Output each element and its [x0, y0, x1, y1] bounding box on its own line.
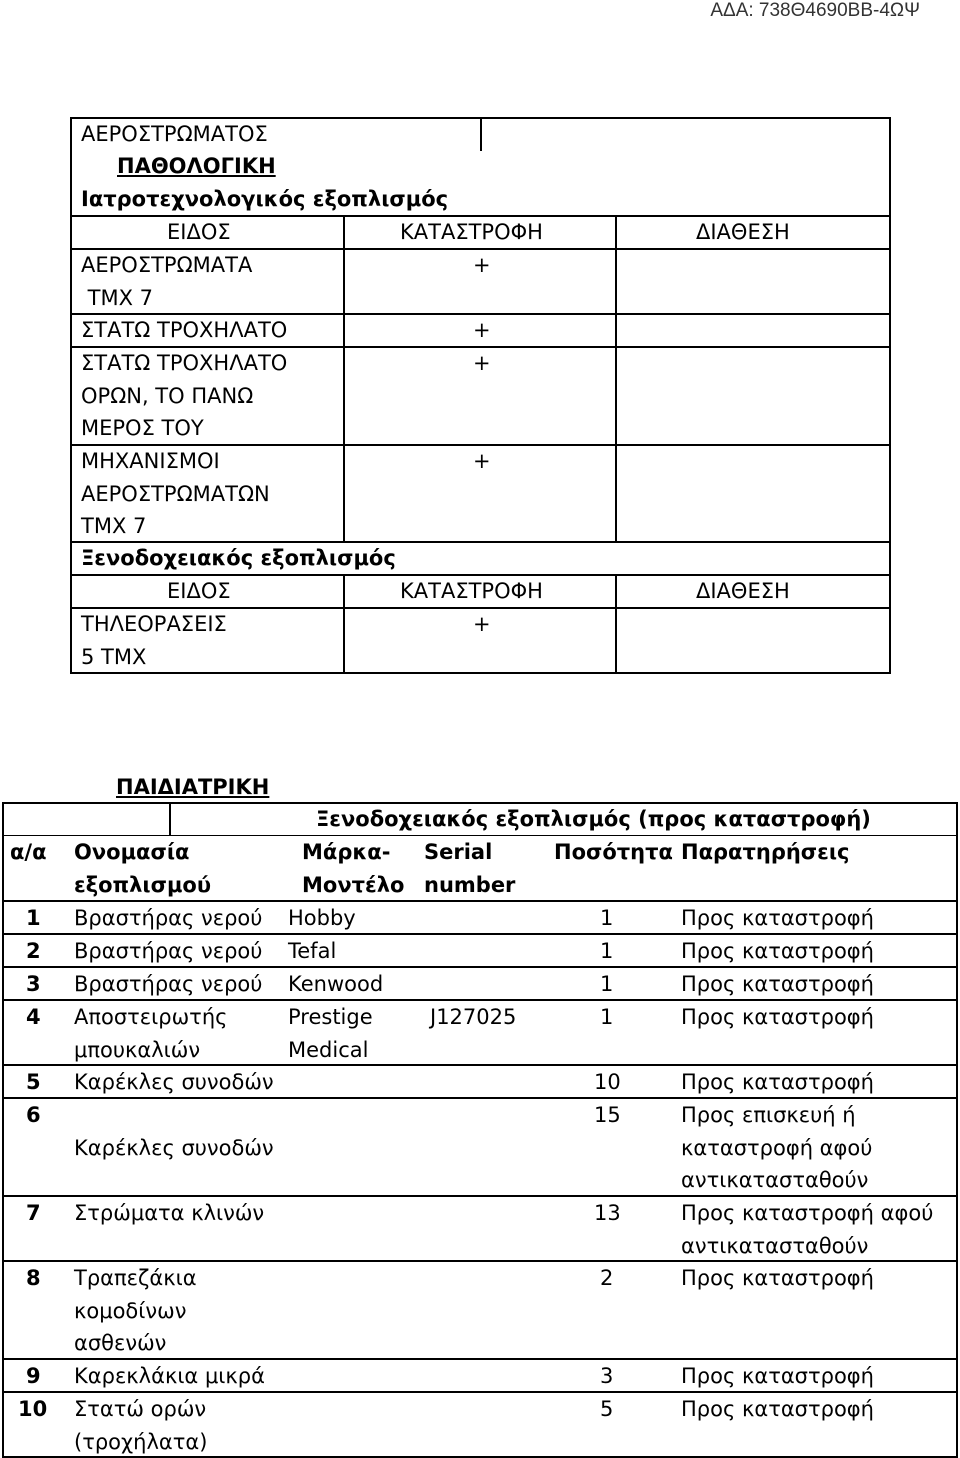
row-name: Βραστήρας νερού — [74, 972, 263, 996]
row-number: 7 — [26, 1201, 41, 1225]
col-header-destroy: ΚΑΤΑΣΤΡΟΦΗ — [400, 220, 543, 244]
header-name: Ονομασία εξοπλισμού — [74, 840, 212, 897]
header-brand: Μάρκα- Μοντέλο — [302, 840, 405, 897]
row-name: Αποστειρωτής μπουκαλιών — [74, 1005, 228, 1062]
row-number: 5 — [26, 1070, 41, 1094]
medical-section-title: Ιατροτεχνολογικός εξοπλισμός — [81, 187, 449, 211]
row-brand: Kenwood — [288, 972, 384, 996]
row-name: Στατώ ορών (τροχήλατα) — [74, 1397, 208, 1454]
header-aa: α/α — [10, 840, 47, 864]
row-qty: 10 — [594, 1070, 621, 1094]
document-code: ΑΔΑ: 738Θ4690ΒΒ-4ΩΨ — [710, 0, 920, 21]
row-brand: Prestige Medical — [288, 1005, 373, 1062]
col-header-dispose: ΔΙΑΘΕΣΗ — [696, 220, 790, 244]
department-title-pediatrics: ΠΑΙΔΙΑΤΡΙΚΗ — [116, 775, 270, 799]
row-notes: Προς καταστροφή — [681, 972, 874, 996]
pediatrics-table-title: Ξενοδοχειακός εξοπλισμός (προς καταστροφή) — [316, 807, 871, 831]
medical-row-destroy-mark: + — [473, 253, 491, 277]
row-qty: 1 — [600, 939, 614, 963]
row-number: 2 — [26, 939, 41, 963]
col-header-dispose: ΔΙΑΘΕΣΗ — [696, 579, 790, 603]
department-title: ΠΑΘΟΛΟΓΙΚΗ — [117, 154, 276, 178]
row-notes: Προς καταστροφή — [681, 1070, 874, 1094]
row-notes: Προς καταστροφή — [681, 906, 874, 930]
row-notes: Προς καταστροφή — [681, 1005, 874, 1029]
medical-row-destroy-mark: + — [473, 318, 491, 342]
row-number: 1 — [26, 906, 41, 930]
medical-row-name: ΣΤΑΤΩ ΤΡΟΧΗΛΑΤΟ — [81, 318, 288, 342]
row-number: 8 — [26, 1266, 41, 1290]
hotel-section-title: Ξενοδοχειακός εξοπλισμός — [81, 546, 396, 570]
row-notes: Προς επισκευή ή καταστροφή αφού αντικατασταθούν — [681, 1103, 873, 1192]
row-notes: Προς καταστροφή αφού αντικατασταθούν — [681, 1201, 934, 1258]
row-qty: 13 — [594, 1201, 621, 1225]
row-name: Τραπεζάκια κομοδίνων ασθενών — [74, 1266, 197, 1355]
row-qty: 3 — [600, 1364, 614, 1388]
row-name: Βραστήρας νερού — [74, 939, 263, 963]
col-header-item: ΕΙΔΟΣ — [167, 579, 231, 603]
medical-row-destroy-mark: + — [473, 449, 491, 473]
col-header-item: ΕΙΔΟΣ — [167, 220, 231, 244]
col-header-destroy: ΚΑΤΑΣΤΡΟΦΗ — [400, 579, 543, 603]
row-name: Καρέκλες συνοδών — [74, 1070, 274, 1094]
hotel-row-destroy-mark: + — [473, 612, 491, 636]
row-number: 4 — [26, 1005, 41, 1029]
medical-row-name: ΜΗΧΑΝΙΣΜΟΙ ΑΕΡΟΣΤΡΩΜΑΤΩΝ ΤΜΧ 7 — [81, 449, 270, 538]
row-notes: Προς καταστροφή — [681, 939, 874, 963]
medical-row-name: ΣΤΑΤΩ ΤΡΟΧΗΛΑΤΟ ΟΡΩΝ, ΤΟ ΠΑΝΩ ΜΕΡΟΣ ΤΟΥ — [81, 351, 288, 440]
row-number: 10 — [18, 1397, 48, 1421]
header-qty: Ποσότητα — [554, 840, 673, 864]
row-qty: 1 — [600, 972, 614, 996]
row-number: 9 — [26, 1364, 41, 1388]
row-brand: Tefal — [288, 939, 337, 963]
medical-row-name: ΑΕΡΟΣΤΡΩΜΑΤΑ ΤΜΧ 7 — [81, 253, 253, 310]
row-qty: 1 — [600, 1005, 614, 1029]
row-number: 6 — [26, 1103, 41, 1127]
row-brand: Hobby — [288, 906, 356, 930]
row-name: Βραστήρας νερού — [74, 906, 263, 930]
row-qty: 5 — [600, 1397, 614, 1421]
row-serial: J127025 — [430, 1005, 517, 1029]
row-notes: Προς καταστροφή — [681, 1364, 874, 1388]
header-serial: Serial number — [424, 840, 516, 897]
medical-row-destroy-mark: + — [473, 351, 491, 375]
row-name: Καρέκλες συνοδών — [74, 1135, 274, 1160]
row-qty: 2 — [600, 1266, 614, 1290]
row-number: 3 — [26, 972, 41, 996]
row-notes: Προς καταστροφή — [681, 1397, 874, 1421]
row-qty: 1 — [600, 906, 614, 930]
header-notes: Παρατηρήσεις — [681, 840, 850, 864]
row-name: Καρεκλάκια μικρά — [74, 1364, 265, 1388]
hotel-row-name: ΤΗΛΕΟΡΑΣΕΙΣ 5 ΤΜΧ — [81, 612, 227, 669]
row-name: Στρώματα κλινών — [74, 1201, 265, 1225]
row-qty: 15 — [594, 1103, 621, 1127]
first-row-text: ΑΕΡΟΣΤΡΩΜΑΤΟΣ — [81, 122, 268, 146]
row-notes: Προς καταστροφή — [681, 1266, 874, 1290]
